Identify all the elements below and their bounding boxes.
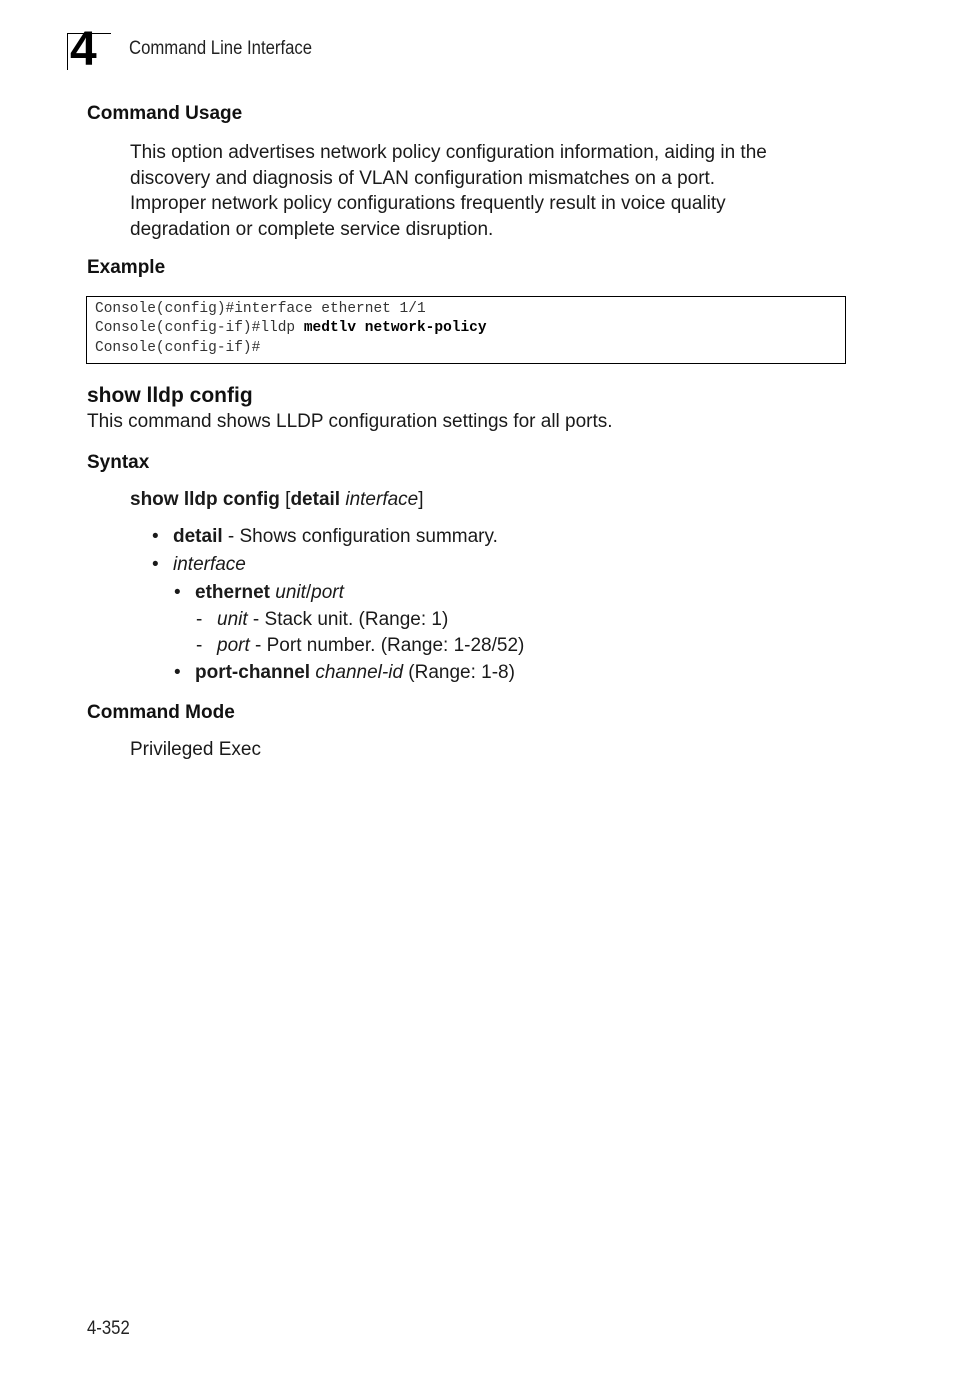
- chapter-number: 4: [70, 23, 97, 76]
- syntax-bracket: [: [279, 489, 291, 510]
- syntax-interface-param: interface: [340, 489, 419, 510]
- usage-line: Improper network policy configurations frequently result in voice quality: [130, 193, 726, 214]
- command-mode-value: Privileged Exec: [130, 739, 261, 760]
- port-channel-label: port-channel: [195, 662, 311, 683]
- example-heading: Example: [87, 257, 166, 278]
- code-example-box: [86, 296, 846, 364]
- code-bold-keyword: medtlv network-policy: [303, 320, 487, 336]
- syntax-detail-keyword: detail: [290, 489, 341, 510]
- dash: -: [196, 635, 203, 656]
- interface-label: interface: [173, 554, 246, 575]
- command-usage-heading: Command Usage: [87, 103, 243, 124]
- detail-desc: - Shows configuration summary.: [222, 526, 498, 547]
- bullet: •: [174, 582, 181, 603]
- dash: -: [196, 609, 203, 630]
- port-label: port: [217, 635, 250, 656]
- usage-line: This option advertises network policy configuration information, aiding in the: [130, 142, 767, 163]
- command-description: This command shows LLDP configuration settings for all ports.: [87, 411, 613, 432]
- command-mode-heading: Command Mode: [87, 702, 235, 723]
- list-item: [195, 662, 515, 684]
- unit-label: unit: [217, 609, 248, 630]
- list-item: [173, 554, 246, 576]
- syntax-line: [130, 489, 424, 511]
- page-number: 4-352: [87, 1318, 130, 1339]
- command-title: show lldp config: [87, 384, 253, 407]
- ethernet-port-param: port: [311, 582, 344, 603]
- usage-line: degradation or complete service disruption.: [130, 218, 494, 240]
- list-item: [217, 609, 448, 631]
- code-line: [95, 320, 487, 336]
- bullet: •: [152, 554, 159, 575]
- port-channel-range: (Range: 1-8): [403, 662, 515, 683]
- ethernet-unit-param: unit: [269, 582, 306, 603]
- port-desc: - Port number. (Range: 1-28/52): [249, 635, 525, 656]
- list-item: [195, 582, 344, 604]
- usage-line: discovery and diagnosis of VLAN configuration mismatches on a port.: [130, 167, 716, 189]
- code-line: Console(config-if)#: [95, 340, 261, 356]
- detail-label: detail: [173, 526, 223, 547]
- syntax-bracket: ]: [418, 489, 424, 510]
- ethernet-label: ethernet: [195, 582, 270, 603]
- command-usage-text: [130, 140, 850, 242]
- slash: /: [305, 582, 312, 603]
- list-item: [173, 526, 498, 548]
- running-header-title: Command Line Interface: [129, 38, 313, 59]
- bullet: •: [152, 526, 159, 547]
- code-line: Console(config)#interface ethernet 1/1: [95, 301, 426, 317]
- bullet: •: [174, 662, 181, 683]
- code-prefix: Console(config-if)#lldp: [95, 320, 304, 336]
- syntax-heading: Syntax: [87, 452, 150, 473]
- channel-id-param: channel-id: [310, 662, 404, 683]
- unit-desc: - Stack unit. (Range: 1): [247, 609, 449, 630]
- syntax-command: show lldp config: [130, 489, 280, 510]
- list-item: [217, 635, 524, 657]
